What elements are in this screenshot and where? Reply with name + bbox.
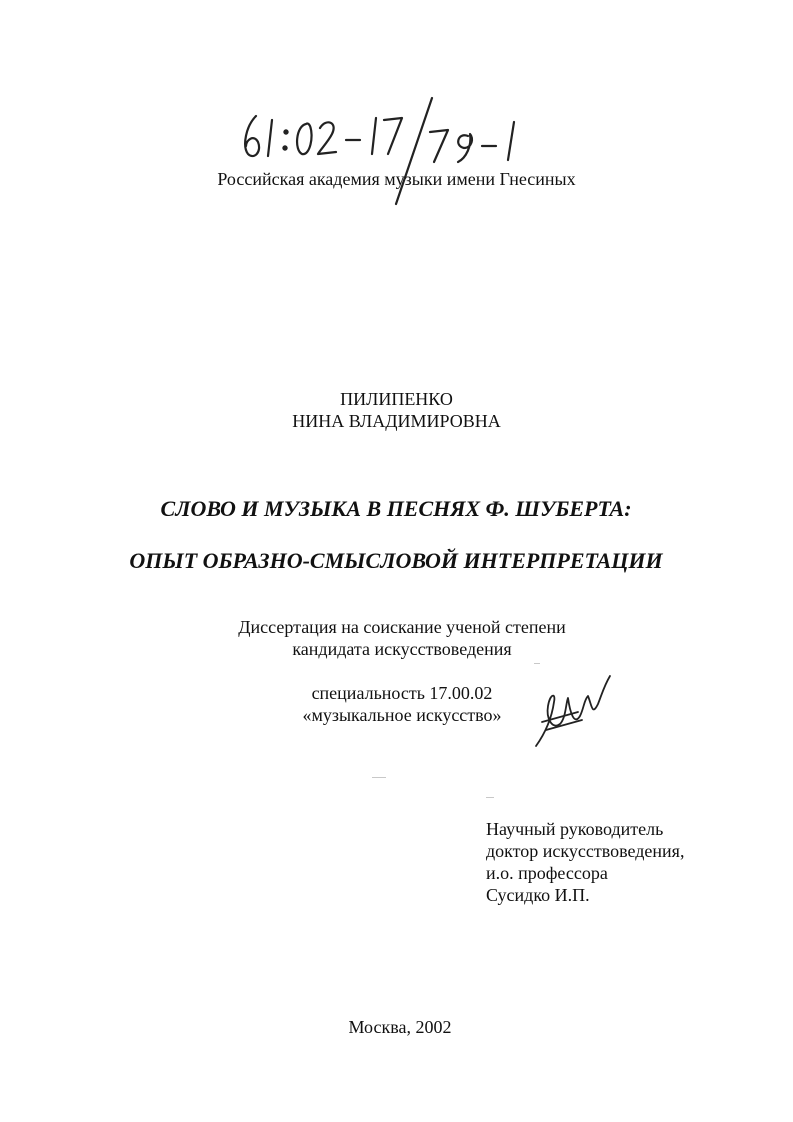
handwritten-signature <box>532 672 612 752</box>
scan-speck <box>534 663 540 664</box>
author-name: НИНА ВЛАДИМИРОВНА <box>292 411 501 431</box>
scan-speck <box>372 777 386 778</box>
institution-name: Российская академия музыки имени Гнесиных <box>217 169 576 189</box>
advisor-degree: доктор искусствоведения, <box>486 841 685 861</box>
specialty-code: специальность 17.00.02 <box>311 683 493 703</box>
title-line-1: СЛОВО И МУЗЫКА В ПЕСНЯХ Ф. ШУБЕРТА: <box>160 496 632 521</box>
author-block <box>0 388 793 432</box>
place-and-year: Москва, 2002 <box>348 1017 452 1037</box>
degree-statement <box>0 616 793 660</box>
advisor-role: Научный руководитель <box>486 819 664 839</box>
degree-line-1: Диссертация на соискание ученой степени <box>238 617 566 637</box>
advisor-position: и.о. профессора <box>486 863 608 883</box>
specialty-block <box>0 682 793 726</box>
scan-speck <box>486 797 494 798</box>
title-line-2: ОПЫТ ОБРАЗНО-СМЫСЛОВОЙ ИНТЕРПРЕТАЦИИ <box>129 548 663 573</box>
specialty-name: «музыкальное искусство» <box>302 705 502 725</box>
advisor-block <box>486 818 684 906</box>
author-surname: ПИЛИПЕНКО <box>340 389 453 409</box>
advisor-name: Сусидко И.П. <box>486 885 590 905</box>
degree-line-2: кандидата искусствоведения <box>292 639 512 659</box>
dissertation-title <box>0 496 793 574</box>
